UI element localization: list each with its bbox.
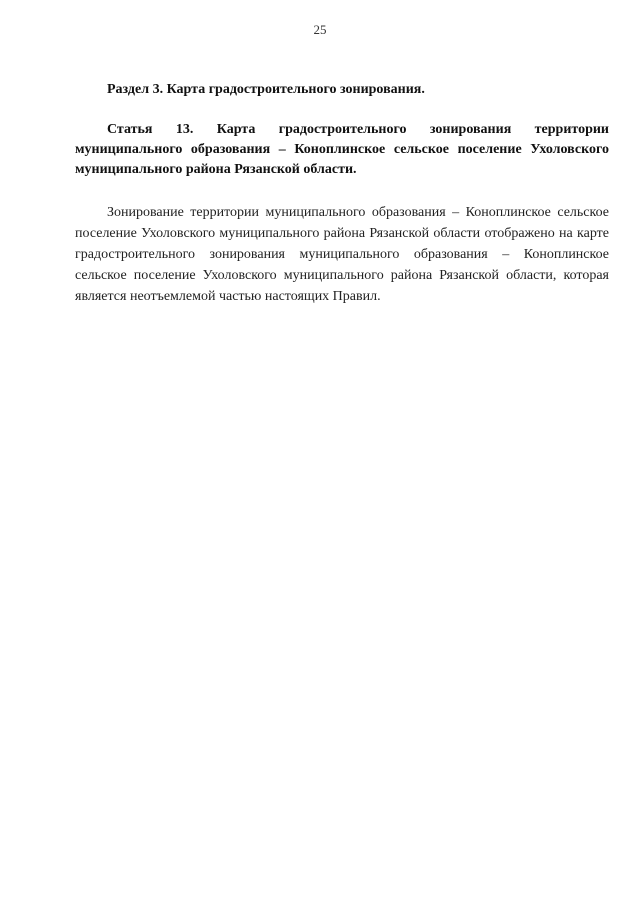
- page-number: 25: [313, 22, 327, 37]
- article-heading: Статья 13. Карта градостроительного зонирования территории муниципального образования – Коноплинское сельское поселение Ухоловского муниципального района Рязанской области.: [75, 122, 609, 177]
- section-heading: Раздел 3. Карта градостроительного зонирования.: [107, 82, 425, 97]
- page-content: [75, 80, 609, 307]
- body-paragraph: Зонирование территории муниципального образования – Коноплинское сельское поселение Ухоловского муниципального района Рязанской области отображено на карте градостроительного зонирования муниципального образования – Коноплинское сельское поселение Ухоловского муниципального района Рязанской области, которая является неотъемлемой частью настоящих Правил.: [75, 205, 609, 304]
